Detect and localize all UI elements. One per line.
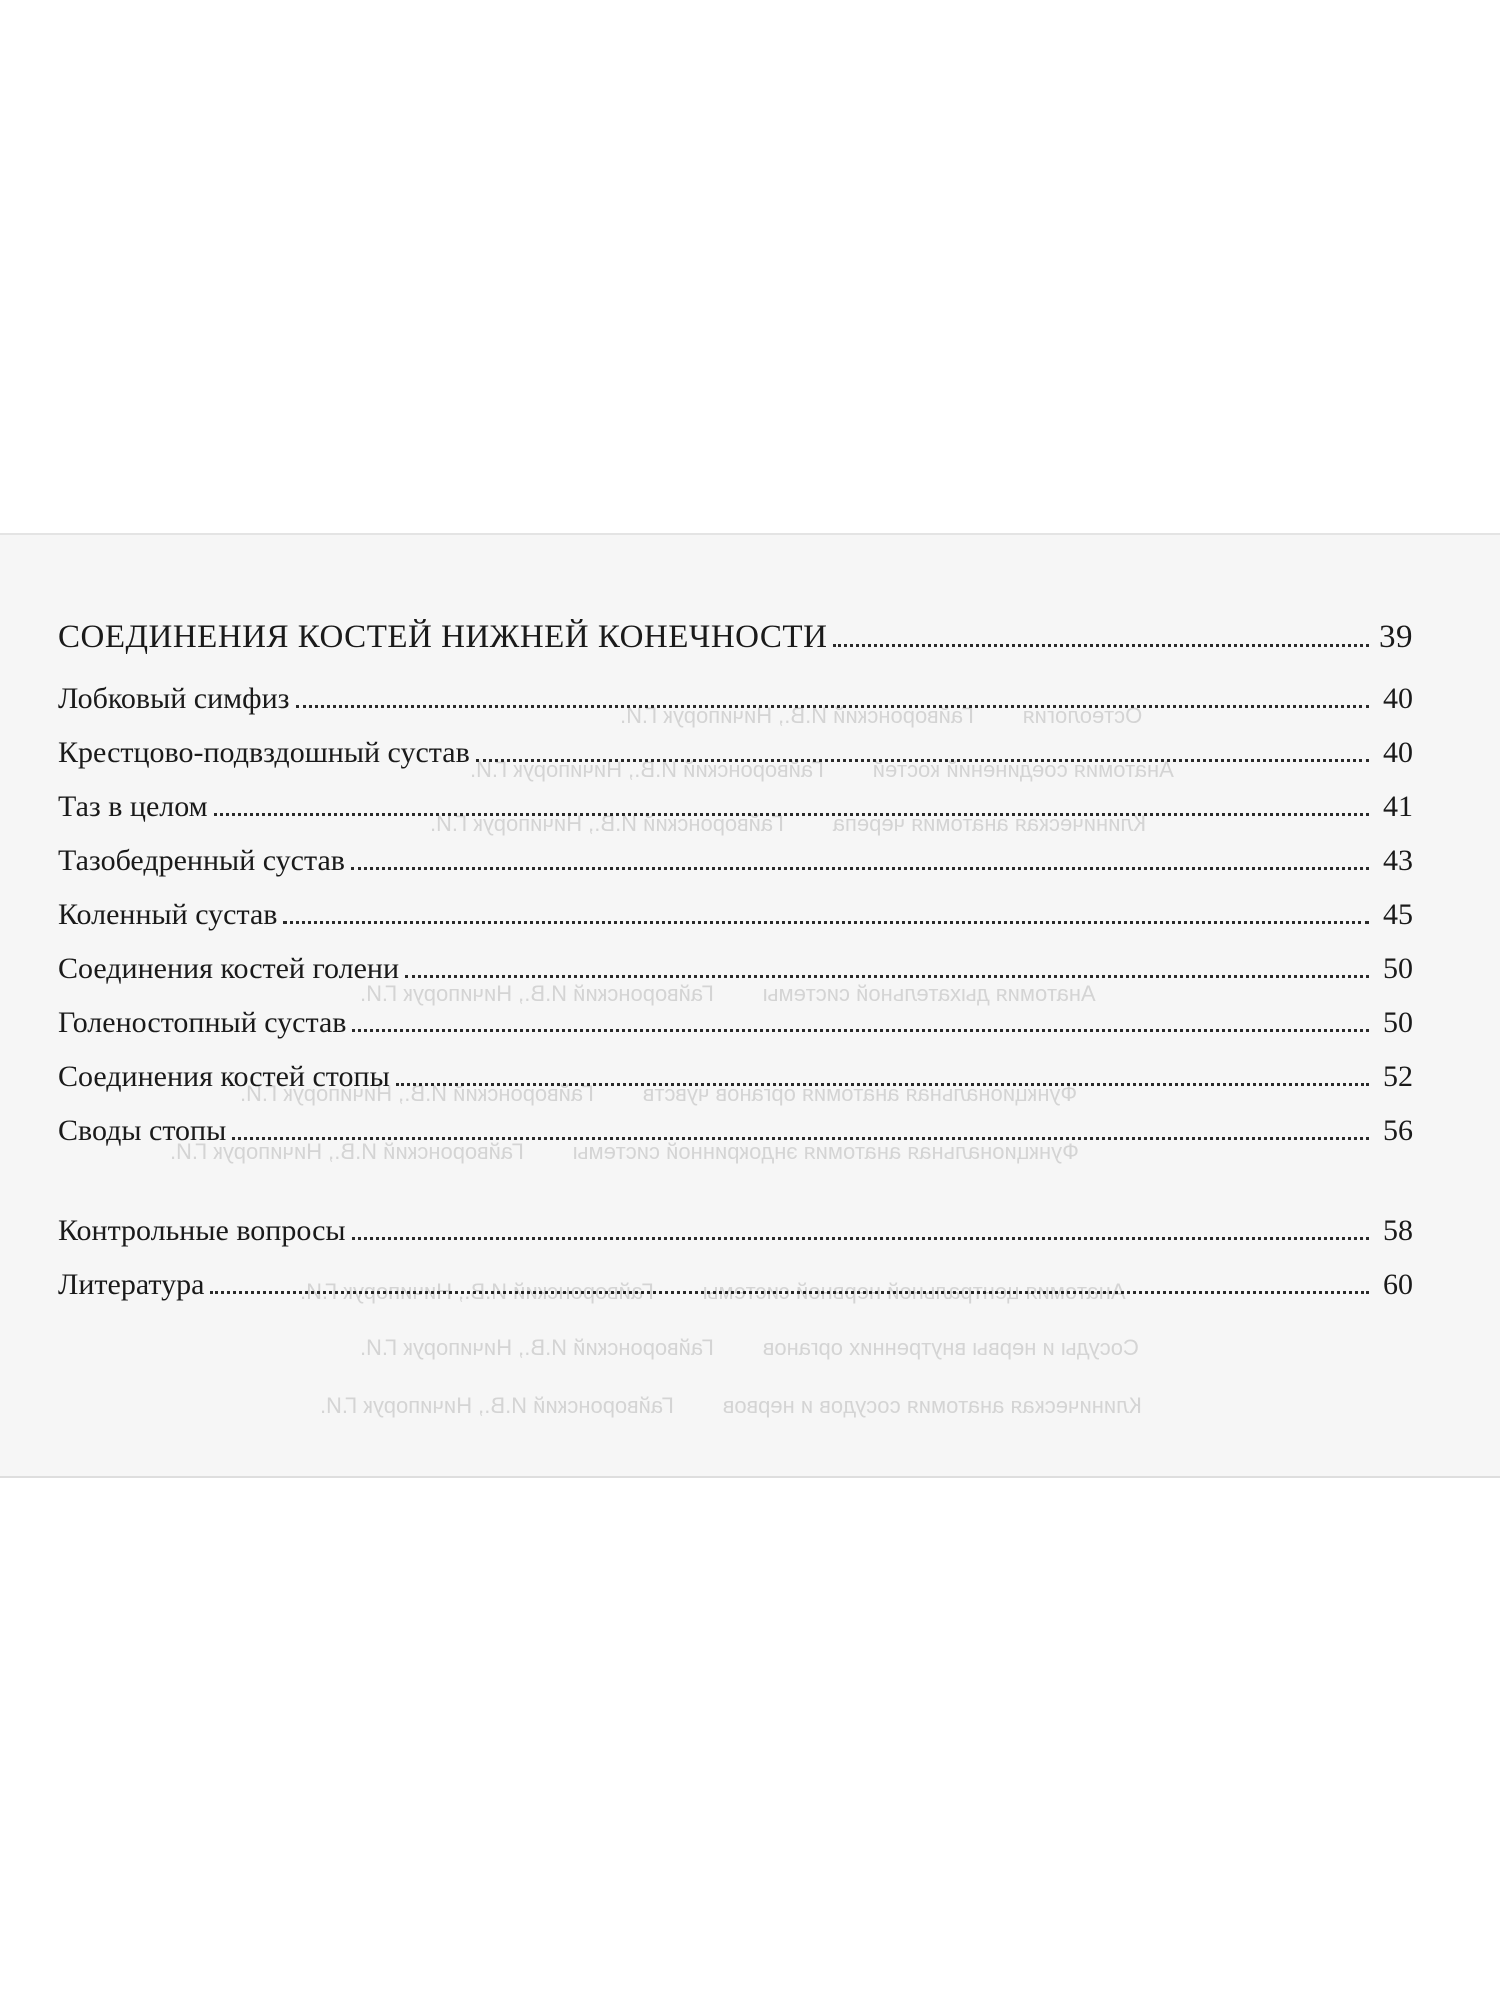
entry-title: Соединения костей голени bbox=[58, 952, 400, 985]
dot-leader bbox=[296, 705, 1370, 708]
dot-leader bbox=[283, 921, 1369, 924]
section-gap bbox=[58, 1158, 1413, 1204]
toc-entry-row[interactable] bbox=[58, 1104, 1413, 1158]
page-number: 40 bbox=[1383, 736, 1413, 769]
table-of-contents bbox=[58, 610, 1413, 1312]
chapter-title: СОЕДИНЕНИЯ КОСТЕЙ НИЖНЕЙ КОНЕЧНОСТИ bbox=[58, 619, 828, 655]
toc-entry-row[interactable] bbox=[58, 942, 1413, 996]
entry-title: Коленный сустав bbox=[58, 898, 278, 931]
toc-entry-row[interactable] bbox=[58, 996, 1413, 1050]
dot-leader bbox=[352, 1237, 1369, 1240]
dot-leader bbox=[351, 867, 1369, 870]
page-number: 50 bbox=[1383, 1006, 1413, 1039]
show-through-text: Клиническая анатомия сосудов и нервов Гайворонский И.В., Ничипорук Г.И. bbox=[320, 1393, 1142, 1418]
toc-entry-row[interactable] bbox=[58, 726, 1413, 780]
show-through-text: Остеология Гайворонский И.В., Ничипорук Г.И. bbox=[620, 703, 1143, 728]
page-number: 43 bbox=[1383, 844, 1413, 877]
entry-title: Лобковый симфиз bbox=[58, 682, 290, 715]
toc-entry-row[interactable] bbox=[58, 1050, 1413, 1104]
page-number: 50 bbox=[1383, 952, 1413, 985]
dot-leader bbox=[352, 1029, 1369, 1032]
show-through-text: Сосуды и нервы внутренних органов Гайворонский И.В., Ничипорук Г.И. bbox=[360, 1335, 1139, 1360]
toc-entry-row[interactable] bbox=[58, 834, 1413, 888]
entry-title: Своды стопы bbox=[58, 1114, 227, 1147]
page-number: 41 bbox=[1383, 790, 1413, 823]
toc-entry-row[interactable] bbox=[58, 888, 1413, 942]
page-number: 45 bbox=[1383, 898, 1413, 931]
dot-leader bbox=[476, 759, 1369, 762]
show-through-text: Функциональная анатомия органов чувств Гайворонский И.В., Ничипорук Г.И. bbox=[240, 1081, 1078, 1106]
dot-leader bbox=[232, 1137, 1369, 1140]
entry-title: Крестцово-подвздошный сустав bbox=[58, 736, 470, 769]
entry-title: Голеностопный сустав bbox=[58, 1006, 347, 1039]
entry-title: Тазобедренный сустав bbox=[58, 844, 345, 877]
show-through-text: Клиническая анатомия черепа Гайворонский И.В., Ничипорук Г.И. bbox=[430, 811, 1147, 836]
toc-entry-row[interactable] bbox=[58, 1204, 1413, 1258]
entry-title: Таз в целом bbox=[58, 790, 208, 823]
dot-leader bbox=[405, 975, 1369, 978]
page-number: 40 bbox=[1383, 682, 1413, 715]
show-through-text: Анатомия дыхательной системы Гайворонский И.В., Ничипорук Г.И. bbox=[360, 981, 1096, 1006]
toc-entry-row[interactable] bbox=[58, 780, 1413, 834]
page-number: 60 bbox=[1383, 1268, 1413, 1301]
toc-chapter-row[interactable] bbox=[58, 610, 1413, 672]
toc-entry-row[interactable] bbox=[58, 1258, 1413, 1312]
dot-leader bbox=[214, 813, 1369, 816]
entry-title: Соединения костей стопы bbox=[58, 1060, 390, 1093]
show-through-text: Анатомия центральной нервной системы Гайворонский И.В., Ничипорук Г.И. bbox=[300, 1279, 1126, 1304]
page-number: 39 bbox=[1379, 619, 1413, 655]
entry-title: Контрольные вопросы bbox=[58, 1214, 346, 1247]
show-through-text: Анатомия соединений костей Гайворонский И.В., Ничипорук Г.И. bbox=[470, 757, 1174, 782]
page-number: 52 bbox=[1383, 1060, 1413, 1093]
page-number: 58 bbox=[1383, 1214, 1413, 1247]
entry-title: Литература bbox=[58, 1268, 205, 1301]
dot-leader bbox=[833, 644, 1369, 647]
show-through-text: Функциональная анатомия эндокринной системы Гайворонский И.В., Ничипорук Г.И. bbox=[170, 1139, 1079, 1164]
toc-entry-row[interactable] bbox=[58, 672, 1413, 726]
page-number: 56 bbox=[1383, 1114, 1413, 1147]
dot-leader bbox=[396, 1083, 1369, 1086]
dot-leader bbox=[210, 1291, 1369, 1294]
